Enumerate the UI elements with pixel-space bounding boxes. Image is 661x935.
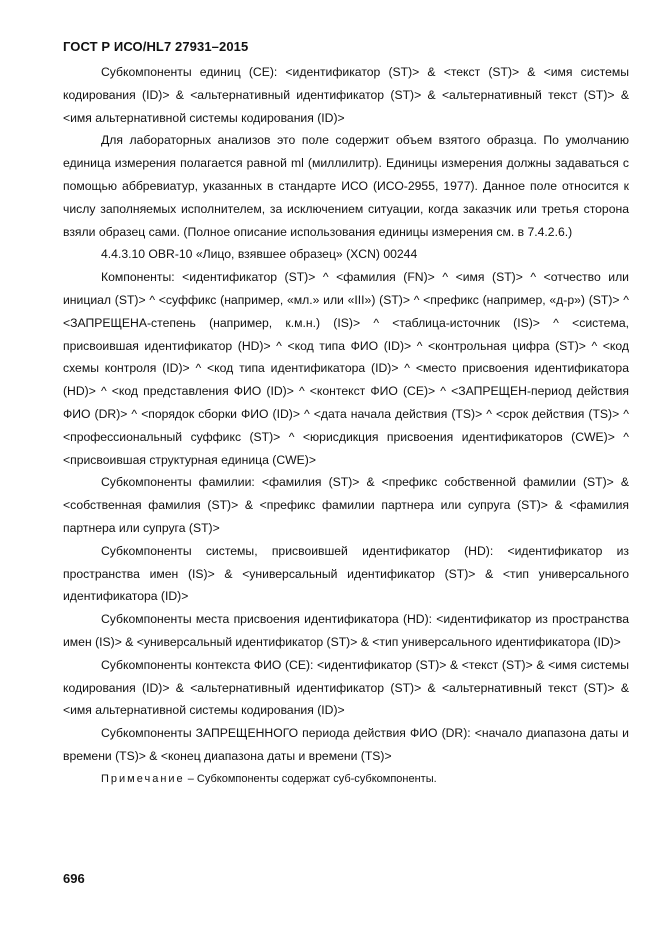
note (63, 768, 629, 790)
page-number: 696 (63, 871, 85, 886)
paragraph-units-subcomponents: Субкомпоненты единиц (CE): <идентификатор (ST)> & <текст (ST)> & <имя системы кодирования (ID)> & <альтернативный идентификатор (ST)> & <альтернативный текст (ST)> & <имя альтернативной системы кодирования (ID)> (63, 65, 629, 125)
page-header: ГОСТ Р ИСО/HL7 27931–2015 (63, 39, 249, 54)
note-text: – Субкомпоненты содержат суб-субкомпоненты. (184, 772, 437, 785)
paragraph-components: Компоненты: <идентификатор (ST)> ^ <фамилия (FN)> ^ <имя (ST)> ^ <отчество или инициал (ST)> ^ <суффикс (например, «мл.» или «III») (ST)> ^ <префикс (например, «д-р») (ST)> ^ <ЗАПРЕЩЕНА-степень (например, к.м.н.) (IS)> ^ <таблица-источник (IS)> ^ <система, присвоившая идентификатор (HD)> ^ <код типа ФИО (ID)> ^ <контрольная цифра (ST)> ^ <код схемы контроля (ID)> ^ <код типа идентификатора (ID)> ^ <место присвоения идентификатора (HD)> ^ <код представления ФИО (ID)> ^ <контекст ФИО (CE)> ^ <ЗАПРЕЩЕН-период действия ФИО (DR)> ^ <порядок сборки ФИО (ID)> ^ <дата начала действия (TS)> ^ <срок действия (TS)> ^ <профессиональный суффикс (ST)> ^ <юрисдикция присвоения идентификаторов (CWE)> ^ <присвоившая структурная единица (CWE)> (63, 270, 629, 467)
paragraph-surname-subcomponents: Субкомпоненты фамилии: <фамилия (ST)> & <префикс собственной фамилии (ST)> & <собственная фамилия (ST)> & <префикс фамилии партнера или супруга (ST)> & <фамилия партнера или супруга (ST)> (63, 475, 629, 535)
section-heading: 4.4.3.10 OBR-10 «Лицо, взявшее образец» (XCN) 00244 (101, 247, 418, 262)
paragraph-validity-range-subcomponents: Субкомпоненты ЗАПРЕЩЕННОГО периода действия ФИО (DR): <начало диапазона даты и времени (TS)> & <конец диапазона даты и времени (TS)> (63, 726, 629, 763)
paragraph-assigning-place-subcomponents: Субкомпоненты места присвоения идентификатора (HD): <идентификатор из пространства имен (IS)> & <универсальный идентификатор (ST)> & <тип универсального идентификатора (ID)> (63, 612, 629, 649)
document-body (63, 61, 629, 790)
note-label: Примечание (101, 772, 185, 785)
paragraph-assigning-system-subcomponents: Субкомпоненты системы, присвоившей идентификатор (HD): <идентификатор из пространства имен (IS)> & <универсальный идентификатор (ST)> & <тип универсального идентификатора (ID)> (63, 543, 629, 604)
paragraph-lab-volume-description: Для лабораторных анализов это поле содержит объем взятого образца. По умолчанию единица измерения полагается равной ml (миллилитр). Единицы измерения должны задаваться с помощью аббревиатур, указанных в стандарте ИСО (ИСО-2955, 1977). Данное поле относится к числу заполняемых исполнителем, за исключением ситуации, когда заказчик или третья сторона взяли образец сами. (Полное описание использования единицы измерения см. в 7.4.2.6.) (63, 133, 629, 239)
paragraph-name-context-subcomponents: Субкомпоненты контекста ФИО (CE): <идентификатор (ST)> & <текст (ST)> & <имя системы кодирования (ID)> & <альтернативный идентификатор (ST)> & <альтернативный текст (ST)> & <имя альтернативной системы кодирования (ID)> (63, 657, 629, 718)
